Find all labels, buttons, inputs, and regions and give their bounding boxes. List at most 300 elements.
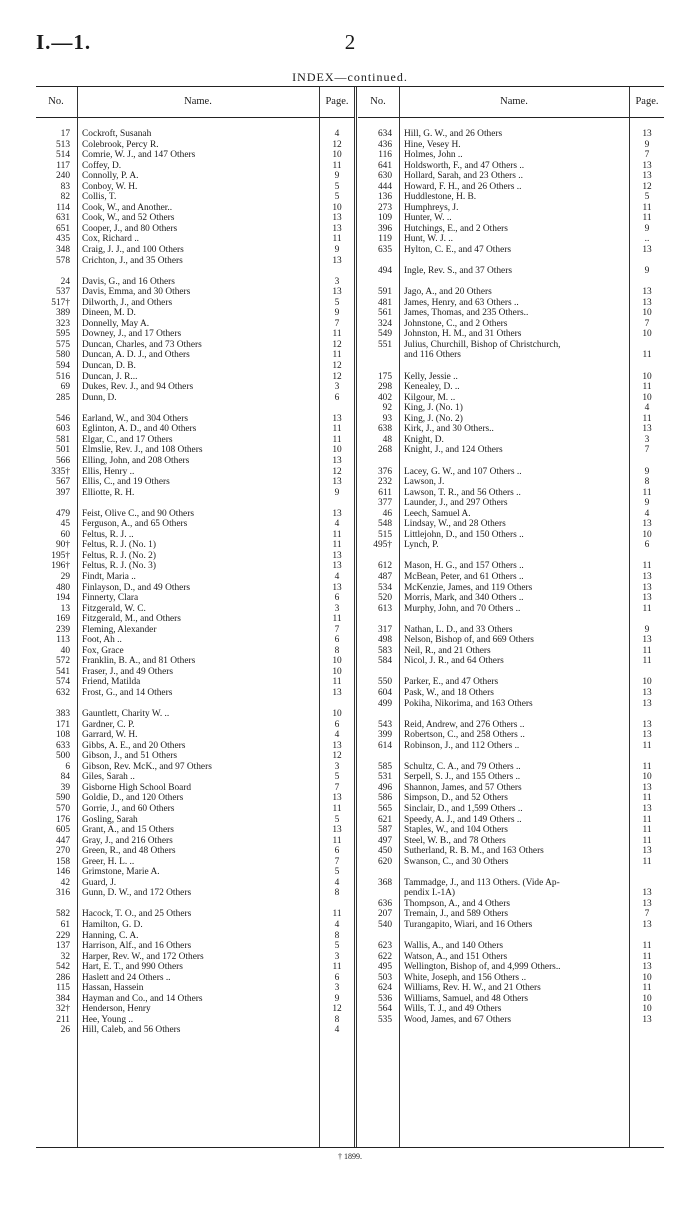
entry-page: 8 (334, 930, 340, 941)
entry-page: 10 (642, 1004, 652, 1015)
entry-number: 285 (55, 392, 70, 403)
entry-name: Gibson, Rev. McK., and 97 Others (82, 761, 212, 772)
entry-page: 13 (642, 962, 652, 973)
entry-number: 578 (55, 255, 70, 266)
entry-number: 84 (60, 772, 70, 783)
entry-page: 13 (332, 740, 342, 751)
entry-number: 622 (377, 951, 392, 962)
index-row (358, 720, 664, 731)
entry-number: 549 (377, 329, 392, 340)
entry-page: 11 (332, 677, 342, 688)
entry-name: Duncan, A. D. J., and Others (82, 350, 190, 361)
entry-number: 585 (377, 761, 392, 772)
index-row (358, 224, 664, 235)
entry-number: 496 (377, 782, 392, 793)
entry-name: Pask, W., and 18 Others (404, 687, 494, 698)
entry-number: 572 (55, 656, 70, 667)
index-row (36, 488, 354, 499)
entry-number: 171 (55, 719, 70, 730)
entry-number: 634 (377, 129, 392, 139)
entry-name: Gardner, C. P. (82, 719, 135, 730)
index-row (36, 667, 354, 678)
entry-name: Earland, W., and 304 Others (82, 413, 188, 424)
entry-number: 211 (56, 1014, 70, 1025)
entry-number: 590 (55, 793, 70, 804)
entry-name: Craig, J. J., and 100 Others (82, 245, 184, 256)
index-row (36, 350, 354, 361)
index-row (36, 699, 354, 710)
index-row (36, 298, 354, 309)
entry-page: 13 (332, 550, 342, 561)
entry-number: 503 (377, 972, 392, 983)
index-row (36, 899, 354, 910)
entry-page: 12 (332, 751, 342, 762)
entry-name: Neil, R., and 21 Others (404, 645, 491, 656)
entry-name: Kirk, J., and 30 Others.. (404, 424, 494, 435)
entry-number: 39 (60, 782, 70, 793)
index-row (36, 171, 354, 182)
entry-page: 6 (334, 972, 340, 983)
entry-name: Hollard, Sarah, and 23 Others .. (404, 171, 523, 182)
entry-name: Gosling, Sarah (82, 814, 138, 825)
entry-number: 582 (55, 909, 70, 920)
entry-name: Nicol, J. R., and 64 Others (404, 656, 504, 667)
entry-page: 12 (332, 371, 342, 382)
entry-page: 11 (642, 561, 652, 572)
left-rows (36, 129, 354, 1036)
index-row (358, 730, 664, 741)
index-row (36, 656, 354, 667)
entry-number: 13 (60, 603, 70, 614)
index-row (358, 256, 664, 267)
entry-name: Comrie, W. J., and 147 Others (82, 150, 196, 161)
index-row (358, 298, 664, 309)
entry-number: 641 (377, 160, 392, 171)
entry-page: 5 (644, 192, 650, 203)
entry-number: 46 (382, 508, 392, 519)
entry-name: Finnerty, Clara (82, 593, 139, 604)
entry-number: 531 (377, 772, 392, 783)
entry-number: 435 (55, 234, 70, 245)
right-column-header (358, 87, 664, 118)
index-row (358, 509, 664, 520)
entry-page: 7 (644, 445, 650, 456)
entry-number: 240 (55, 171, 70, 182)
index-row (358, 445, 664, 456)
entry-number: 207 (377, 909, 392, 920)
index-row (358, 519, 664, 530)
entry-name: Howard, F. H., and 26 Others .. (404, 181, 522, 192)
entry-page: 13 (642, 287, 652, 298)
entry-page: 3 (334, 951, 340, 962)
index-row (358, 192, 664, 203)
entry-name: Feltus, R. J. .. (82, 529, 134, 540)
entry-number: 636 (377, 898, 392, 909)
entry-name: Lynch, P. (404, 540, 439, 551)
entry-name: Gauntlett, Charity W. .. (82, 709, 170, 720)
entry-page: 7 (334, 318, 340, 329)
entry-page: 11 (642, 825, 652, 836)
index-row (358, 350, 664, 361)
index-row (36, 256, 354, 267)
index-row (358, 456, 664, 467)
index-row (358, 793, 664, 804)
entry-name: Collis, T. (82, 192, 117, 203)
entry-page: 4 (334, 1025, 340, 1036)
entry-page: 5 (334, 941, 340, 952)
entry-number: 513 (55, 139, 70, 150)
index-row (36, 846, 354, 857)
index-row (36, 382, 354, 393)
entry-number: 630 (377, 171, 392, 182)
entry-page: 11 (642, 951, 652, 962)
index-row (358, 635, 664, 646)
index-row (36, 604, 354, 615)
entry-name: Guard, J. (82, 877, 117, 888)
index-row (358, 424, 664, 435)
index-title: INDEX—continued. (292, 70, 408, 84)
entry-name: Finlayson, D., and 49 Others (82, 582, 191, 593)
entry-name: Ellis, C., and 19 Others (82, 477, 170, 488)
entry-page: 3 (334, 983, 340, 994)
entry-number: 397 (55, 487, 70, 498)
entry-number: 323 (55, 318, 70, 329)
entry-page: 9 (644, 223, 650, 234)
entry-number: 114 (56, 202, 70, 213)
index-row (36, 625, 354, 636)
index-row (358, 551, 664, 562)
entry-page: 4 (334, 129, 340, 139)
index-row (36, 804, 354, 815)
index-row (36, 372, 354, 383)
entry-page: 13 (642, 245, 652, 256)
index-row (358, 983, 664, 994)
entry-number: 540 (377, 920, 392, 931)
entry-page: 12 (332, 466, 342, 477)
entry-name: Hylton, C. E., and 47 Others (404, 245, 512, 256)
entry-page: 6 (334, 846, 340, 857)
entry-name: James, Henry, and 63 Others .. (404, 297, 519, 308)
entry-page: 13 (642, 846, 652, 857)
index-row (358, 899, 664, 910)
entry-page: 13 (642, 635, 652, 646)
name-header: Name. (500, 96, 528, 107)
entry-page: 6 (644, 540, 650, 551)
index-row (358, 888, 664, 899)
index-row (358, 941, 664, 952)
index-row (36, 762, 354, 773)
index-row (36, 213, 354, 224)
entry-page: 9 (644, 266, 650, 277)
entry-page: 13 (332, 413, 342, 424)
index-row (36, 941, 354, 952)
index-row (36, 329, 354, 340)
entry-name: Wellington, Bishop of, and 4,999 Others.. (404, 962, 561, 973)
index-row (358, 477, 664, 488)
index-row (36, 530, 354, 541)
entry-number: 623 (377, 941, 392, 952)
entry-number: 495† (373, 540, 392, 551)
entry-number: 317 (377, 624, 392, 635)
right-rows (358, 129, 664, 1025)
entry-page: 11 (642, 202, 652, 213)
entry-name: Davis, G., and 16 Others (82, 276, 175, 287)
entry-name: Williams, Rev. H. W., and 21 Others (404, 983, 541, 994)
entry-page: 10 (332, 666, 342, 677)
entry-number: 195† (51, 550, 70, 561)
entry-name: Parker, E., and 47 Others (404, 677, 499, 688)
entry-page: 5 (334, 867, 340, 878)
entry-page: 9 (644, 466, 650, 477)
entry-number: 534 (377, 582, 392, 593)
entry-number: 603 (55, 424, 70, 435)
entry-page: 11 (642, 350, 652, 361)
entry-number: 581 (55, 434, 70, 445)
index-row (36, 150, 354, 161)
entry-number: 543 (377, 719, 392, 730)
index-row (36, 192, 354, 203)
index-row (36, 741, 354, 752)
entry-page: 13 (642, 719, 652, 730)
entry-name: Nelson, Bishop of, and 669 Others (404, 635, 534, 646)
entry-page: 11 (642, 814, 652, 825)
entry-page: 4 (644, 508, 650, 519)
entry-page: 13 (642, 782, 652, 793)
entry-number: 567 (55, 477, 70, 488)
index-row (36, 340, 354, 351)
entry-name: Elliotte, R. H. (82, 487, 135, 498)
index-row (358, 234, 664, 245)
entry-page: 13 (332, 477, 342, 488)
entry-name: Foot, Ah .. (82, 635, 122, 646)
footnote: † 1899. (338, 1152, 362, 1161)
entry-name: Hee, Young .. (82, 1014, 134, 1025)
entry-number: 515 (377, 529, 392, 540)
entry-number: 40 (60, 645, 70, 656)
entry-number: 516 (55, 371, 70, 382)
entry-number: 546 (55, 413, 70, 424)
entry-page: 8 (334, 645, 340, 656)
entry-number: 584 (377, 656, 392, 667)
entry-page: 6 (334, 719, 340, 730)
entry-name: Kilgour, M. .. (404, 392, 456, 403)
entry-name: Tremain, J., and 589 Others (404, 909, 509, 920)
entry-number: 348 (55, 245, 70, 256)
entry-page: 7 (334, 782, 340, 793)
entry-page: 13 (332, 561, 342, 572)
entry-name: Holdsworth, F., and 47 Others .. (404, 160, 525, 171)
entry-number: 146 (55, 867, 70, 878)
entry-number: 537 (55, 287, 70, 298)
entry-name: Humphreys, J. (404, 202, 459, 213)
entry-number: 316 (55, 888, 70, 899)
entry-page: 8 (334, 1014, 340, 1025)
index-row (36, 878, 354, 889)
entry-name: Johnstone, C., and 2 Others (404, 318, 508, 329)
entry-name: Jago, A., and 20 Others (404, 287, 492, 298)
index-row (36, 973, 354, 984)
entry-page: 10 (332, 445, 342, 456)
entry-number: 108 (55, 730, 70, 741)
entry-page: 5 (334, 181, 340, 192)
entry-number: 402 (377, 392, 392, 403)
entry-name: Davis, Emma, and 30 Others (82, 287, 191, 298)
entry-name: Duncan, D. B. (82, 361, 136, 372)
entry-number: 232 (377, 477, 392, 488)
entry-number: 384 (55, 993, 70, 1004)
entry-name: Cook, W., and Another.. (82, 202, 173, 213)
entry-name: Hill, Caleb, and 56 Others (82, 1025, 181, 1036)
entry-number: 501 (55, 445, 70, 456)
entry-name: Launder, J., and 297 Others (404, 498, 508, 509)
entry-name: Greer, H. L. .. (82, 856, 135, 867)
entry-name: Cox, Richard .. (82, 234, 140, 245)
entry-name: Sutherland, R. B. M., and 163 Others (404, 846, 544, 857)
entry-page: 11 (642, 983, 652, 994)
entry-name: Huddlestone, H. B. (404, 192, 477, 203)
entry-page: 11 (642, 382, 652, 393)
entry-number: 574 (55, 677, 70, 688)
entry-page: 9 (644, 139, 650, 150)
index-row (358, 762, 664, 773)
entry-page: 13 (332, 455, 342, 466)
entry-page: 11 (642, 645, 652, 656)
entry-page: 11 (642, 413, 652, 424)
entry-name: Franklin, B. A., and 81 Others (82, 656, 196, 667)
index-row (358, 572, 664, 583)
index-row (36, 551, 354, 562)
entry-number: 536 (377, 993, 392, 1004)
entry-page: 11 (332, 424, 342, 435)
index-row (36, 308, 354, 319)
index-row (358, 329, 664, 340)
index-row (358, 414, 664, 425)
entry-number: 396 (377, 223, 392, 234)
entry-page: 13 (332, 255, 342, 266)
entry-number: 494 (377, 266, 392, 277)
entry-page: 11 (332, 540, 342, 551)
index-row (36, 720, 354, 731)
index-row (36, 182, 354, 193)
entry-page: 10 (642, 529, 652, 540)
index-row (36, 593, 354, 604)
entry-name: Eglinton, A. D., and 40 Others (82, 424, 197, 435)
entry-page: 11 (642, 213, 652, 224)
entry-number: 42 (60, 877, 70, 888)
entry-page: 9 (644, 498, 650, 509)
entry-number: 436 (377, 139, 392, 150)
entry-page: 13 (642, 424, 652, 435)
entry-page: 3 (644, 434, 650, 445)
index-row (36, 319, 354, 330)
entry-page: 7 (334, 624, 340, 635)
index-row (36, 572, 354, 583)
entry-name: Conboy, W. H. (82, 181, 138, 192)
index-row (358, 709, 664, 720)
index-row (36, 646, 354, 657)
entry-name: Connolly, P. A. (82, 171, 139, 182)
entry-name: Elling, John, and 208 Others (82, 455, 190, 466)
index-row (358, 614, 664, 625)
entry-number: 109 (377, 213, 392, 224)
entry-name: Dunn, D. (82, 392, 117, 403)
entry-name: Gorrie, J., and 60 Others (82, 804, 175, 814)
page-number: 2 (344, 30, 356, 54)
entry-page: 13 (642, 698, 652, 709)
index-row (36, 920, 354, 931)
index-row (36, 783, 354, 794)
entry-page: 11 (642, 941, 652, 952)
entry-name: Feltus, R. J. (No. 3) (82, 561, 156, 572)
entry-page: 11 (642, 656, 652, 667)
entry-number: 83 (60, 181, 70, 192)
entry-page: .. (644, 234, 650, 245)
index-row (358, 277, 664, 288)
index-row (36, 424, 354, 435)
index-row (358, 931, 664, 942)
entry-number: 583 (377, 645, 392, 656)
entry-number: 383 (55, 709, 70, 720)
index-row (358, 646, 664, 657)
index-row (36, 730, 354, 741)
entry-page: 3 (334, 761, 340, 772)
entry-page: 4 (334, 730, 340, 741)
entry-page: 4 (334, 519, 340, 530)
entry-number: 548 (377, 519, 392, 530)
entry-name: Feltus, R. J. (No. 1) (82, 540, 156, 551)
entry-page: 3 (334, 382, 340, 393)
entry-page: 10 (332, 150, 342, 161)
entry-page: 13 (332, 793, 342, 804)
index-row (358, 171, 664, 182)
index-row (36, 403, 354, 414)
index-row (36, 751, 354, 762)
name-header: Name. (184, 96, 212, 107)
entry-page: 13 (642, 920, 652, 931)
index-row (36, 1004, 354, 1015)
entry-page: 11 (332, 835, 342, 846)
entry-page: 13 (642, 571, 652, 582)
entry-name: Ellis, Henry .. (82, 466, 135, 477)
entry-number: 377 (377, 498, 392, 509)
entry-page: 12 (332, 339, 342, 350)
entry-number: 335† (51, 466, 70, 477)
entry-number: 229 (55, 930, 70, 941)
entry-name: Frost, G., and 14 Others (82, 687, 173, 698)
index-row (358, 340, 664, 351)
entry-name: Nathan, L. D., and 33 Others (404, 624, 513, 635)
entry-number: 565 (377, 804, 392, 814)
entry-page: 12 (332, 361, 342, 372)
index-row (36, 140, 354, 151)
entry-page: 3 (334, 603, 340, 614)
index-row (358, 920, 664, 931)
entry-name: Hacock, T. O., and 25 Others (82, 909, 192, 920)
index-row (36, 931, 354, 942)
paper-reference: I.—1. (36, 30, 92, 54)
entry-page: 10 (642, 972, 652, 983)
entry-page: 11 (642, 603, 652, 614)
entry-name: Simpson, D., and 52 Others (404, 793, 508, 804)
index-row (358, 540, 664, 551)
index-row (358, 372, 664, 383)
entry-number: 580 (55, 350, 70, 361)
entry-name: Harper, Rev. W., and 172 Others (82, 951, 204, 962)
entry-page: 11 (332, 962, 342, 973)
index-row (358, 909, 664, 920)
index-row (358, 952, 664, 963)
index-row (36, 203, 354, 214)
